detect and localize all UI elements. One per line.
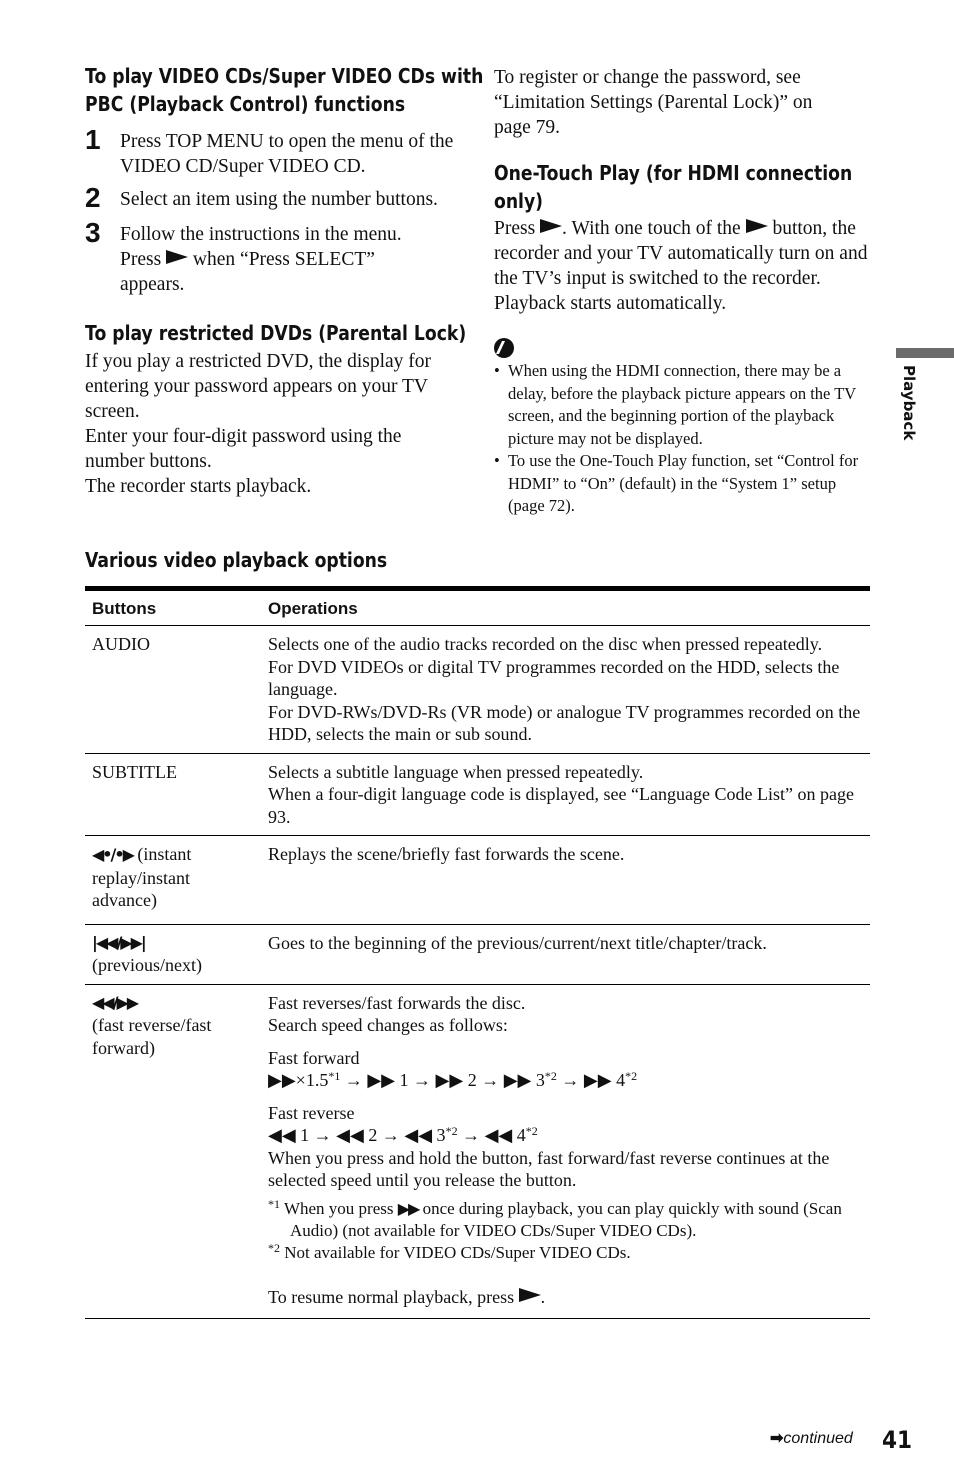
operation-cell: Replays the scene/briefly fast forwards the scene. bbox=[261, 836, 870, 925]
footnote-1: $^{*1}$ When you press ▶▶ once during playback, you can play quickly with sound (Scan Audio) (not available for VIDEO CDs/Super VIDEO CDs). bbox=[268, 1196, 842, 1240]
table-row-replay bbox=[85, 836, 870, 925]
operation-cell: Selects one of the audio tracks recorded on the disc when pressed repeatedly. For DVD VIDEOs or digital TV programmes recorded on the HDD, selects the language. For DVD-RWs/DVD-Rs (VR mode) or analogue TV programmes recorded on the HDD, selects the main or sub sound. bbox=[261, 626, 870, 754]
table-row-prevnext bbox=[85, 924, 870, 984]
step-1 bbox=[85, 126, 465, 184]
button-cell: AUDIO bbox=[85, 626, 261, 754]
replay-advance-icon: ◀•/•▶ bbox=[92, 845, 133, 864]
fast-forward-sequence: $▶▶\times 1.5^{*1}$ → ▶▶ 1 → ▶▶ 2 → ▶▶ $3^{*2}$ → ▶▶ 4$^{*2}$ bbox=[268, 1069, 638, 1090]
continued-label: ➡continued bbox=[770, 1430, 853, 1447]
play-icon bbox=[746, 219, 768, 233]
onetouch-heading: One-Touch Play (for HDMI connection only) bbox=[494, 161, 853, 213]
play-icon bbox=[519, 1288, 541, 1302]
arrow-right-icon: ➡ bbox=[770, 1430, 784, 1447]
side-tab-bar bbox=[896, 348, 954, 358]
parental-paragraph: The recorder starts playback. bbox=[85, 476, 312, 497]
button-cell: SUBTITLE bbox=[85, 753, 261, 836]
playback-options-table bbox=[85, 586, 870, 1319]
step-list bbox=[85, 126, 465, 299]
table-row-audio bbox=[85, 626, 870, 754]
step-2 bbox=[85, 184, 465, 219]
step-number: 2 bbox=[85, 182, 101, 213]
onetouch-body: Press . With one touch of the button, the recorder and your TV automatically turn on and the TV’s input is switched to the recorder. Playback starts automatically. bbox=[494, 218, 868, 314]
button-cell: |◀◀/▶▶| (previous/next) bbox=[85, 924, 261, 984]
prev-next-icon: |◀◀/▶▶| bbox=[92, 932, 145, 952]
table-header-row bbox=[85, 589, 870, 626]
footnote-2: $^{*2}$ Not available for VIDEO CDs/Super VIDEO CDs. bbox=[268, 1240, 631, 1262]
col-buttons: Buttons bbox=[85, 589, 261, 626]
operation-cell: Selects a subtitle language when pressed repeatedly. When a four-digit language code is displayed, see “Language Code List” on page 93. bbox=[261, 753, 870, 836]
tip-icon bbox=[494, 338, 514, 358]
fast-forward-icon: ▶▶ bbox=[397, 1198, 419, 1218]
pbc-heading bbox=[85, 62, 483, 118]
play-icon bbox=[166, 250, 188, 264]
resume-text: To resume normal playback, press . bbox=[268, 1286, 546, 1307]
pbc-heading-line1: To play VIDEO CDs/Super VIDEO CDs with bbox=[85, 64, 484, 88]
side-tab-label: Playback bbox=[900, 365, 918, 441]
table-heading: Various video playback options bbox=[85, 548, 388, 572]
parental-body bbox=[85, 349, 465, 499]
fast-reverse-forward-icon: ◀◀/▶▶ bbox=[92, 992, 138, 1012]
step-text: Select an item using the number buttons. bbox=[120, 189, 438, 210]
table-row-fast bbox=[85, 984, 870, 1319]
col-operations: Operations bbox=[261, 589, 870, 626]
fast-reverse-sequence: ◀◀ 1 → ◀◀ 2 → ◀◀ $3^{*2}$ → ◀◀ 4$^{*2}$ bbox=[268, 1124, 538, 1145]
step-text: Press TOP MENU to open the menu of the VIDEO CD/Super VIDEO CD. bbox=[120, 131, 454, 177]
pbc-heading-line2: PBC (Playback Control) functions bbox=[85, 92, 406, 116]
page-number: 41 bbox=[882, 1426, 913, 1454]
button-cell: ◀◀/▶▶ (fast reverse/fast forward) bbox=[85, 984, 261, 1319]
note-item: • When using the HDMI connection, there may be a delay, before the playback picture appears on the TV screen, and the beginning portion of the playback picture may not be displayed. bbox=[494, 360, 866, 450]
register-text: To register or change the password, see “Limitation Settings (Parental Lock)” on page 79. bbox=[494, 67, 813, 138]
notes-list bbox=[494, 360, 866, 518]
parental-paragraph: If you play a restricted DVD, the display for entering your password appears on your TV screen. bbox=[85, 351, 432, 422]
parental-heading: To play restricted DVDs (Parental Lock) bbox=[85, 321, 467, 345]
operation-cell: Goes to the beginning of the previous/current/next title/chapter/track. bbox=[261, 924, 870, 984]
note-item: • To use the One-Touch Play function, set “Control for HDMI” to “On” (default) in the “System 1” setup (page 72). bbox=[494, 450, 866, 518]
parental-paragraph: Enter your four-digit password using the number buttons. bbox=[85, 426, 402, 472]
operation-cell: Fast reverses/fast forwards the disc. Search speed changes as follows: Fast forward $▶▶\times 1.5^{*1}$ → ▶▶ 1 → ▶▶ 2 → ▶▶ $3^{*2}$ → ▶▶ 4$^{*2}$ Fast reverse ◀◀ 1 → ◀◀ 2 → ◀◀ $3^{*2}$ → ◀◀ 4$^{*2}$ When you press and hold the button, fast forward/fast reverse continues at the selected speed until you release the button. $^{*1}$ When you press ▶▶ once during playback, you can play quickly with sound (Scan Audio) (not available for VIDEO CDs/Super VIDEO CDs). $^{*2}$ Not available for VIDEO CDs/Super VIDEO CDs. To resume normal playback, press . bbox=[261, 984, 870, 1319]
table-row-subtitle bbox=[85, 753, 870, 836]
button-cell: ◀•/•▶ (instant replay/instant advance) bbox=[85, 836, 261, 925]
play-icon bbox=[540, 219, 562, 233]
step-3 bbox=[85, 219, 465, 299]
step-text: Follow the instructions in the menu. Press when “Press SELECT” appears. bbox=[120, 224, 402, 295]
step-number: 1 bbox=[85, 124, 101, 155]
step-number: 3 bbox=[85, 217, 101, 248]
